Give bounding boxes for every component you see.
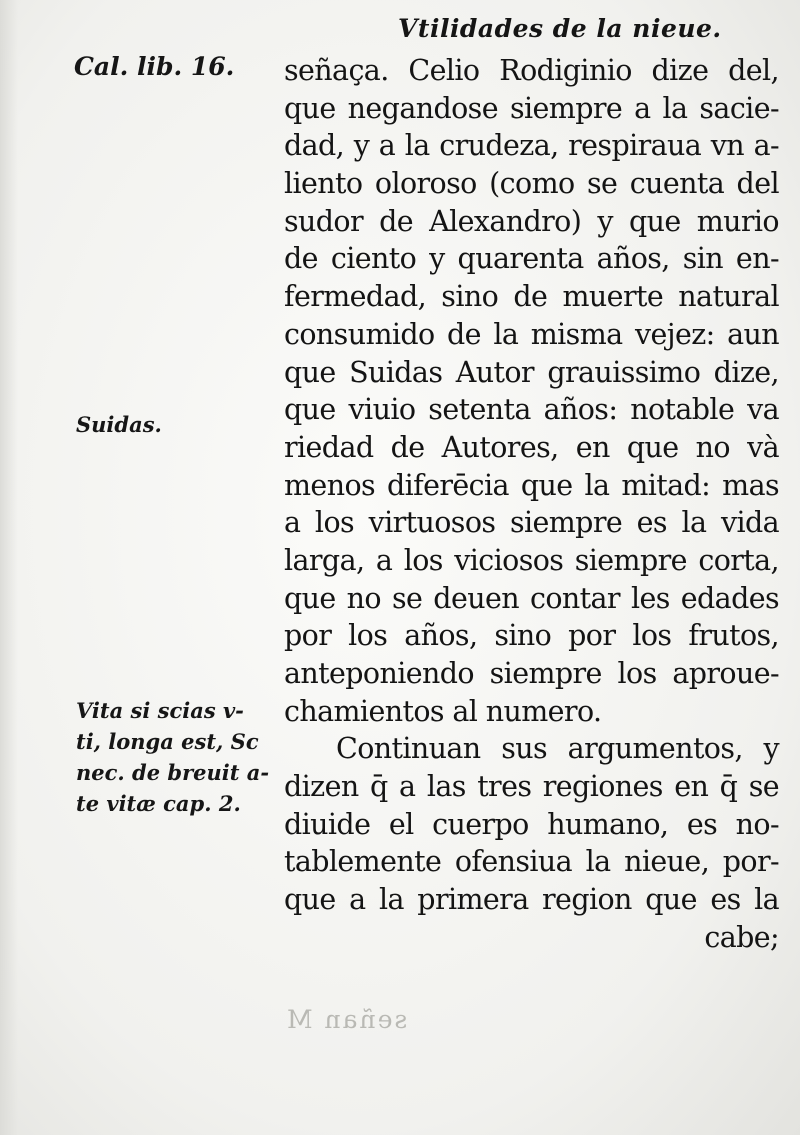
margin-note-vita [76, 695, 269, 819]
text-line: a los virtuosos siempre es la vida [284, 506, 779, 540]
text-line: menos diferēcia que la mitad: mas [284, 468, 779, 502]
text-line: que Suidas Autor grauissimo dize, [284, 355, 779, 389]
running-head: Vtilidades de la nieue. [398, 14, 722, 43]
text-line: que negandose siempre a la sacie- [284, 91, 779, 125]
text-line: dad, y a la crudeza, respiraua vn a- [284, 129, 779, 163]
margin-note-vita-line: nec. de breuit a- [76, 760, 270, 785]
text-line: chamientos al numero. [284, 694, 602, 728]
text-line: consumido de la misma vejez: aun [284, 317, 779, 351]
margin-note-vita-line: Vita si scias v- [76, 698, 244, 723]
text-line: tablemente ofensiua la nieue, por- [284, 845, 779, 879]
text-line: sudor de Alexandro) y que murio [284, 204, 779, 238]
text-line: que viuio setenta años: notable va [284, 393, 779, 427]
margin-note-suidas: Suidas. [76, 412, 162, 437]
text-line: de ciento y quarenta años, sin en- [284, 242, 779, 276]
bleed-through-text: señan M [285, 1005, 408, 1034]
text-line: que no se deuen contar les edades [284, 581, 779, 615]
margin-note-vita-line: ti, longa est, Sc [76, 729, 259, 754]
text-line: Continuan sus argumentos, y [336, 732, 779, 766]
text-line: dizen q̄ a las tres regiones en q̄ se [284, 770, 779, 804]
margin-note-cal: Cal. lib. 16. [74, 52, 235, 81]
text-line: diuide el cuerpo humano, es no- [284, 807, 779, 841]
margin-note-vita-line: te vitæ cap. 2. [76, 791, 241, 816]
gutter-shadow [0, 0, 18, 1135]
catchword: cabe; [704, 920, 779, 954]
text-line: larga, a los viciosos siempre corta, [284, 543, 779, 577]
text-line: por los años, sino por los frutos, [284, 619, 779, 653]
text-line: fermedad, sino de muerte natural [284, 280, 779, 314]
text-line: liento oloroso (como se cuenta del [284, 167, 779, 201]
text-line: que a la primera region que es la [284, 883, 779, 917]
text-line: anteponiendo siempre los aproue- [284, 657, 779, 690]
text-line: señaça. Celio Rodiginio dize del, [284, 54, 779, 87]
text-line: riedad de Autores, en que no và [284, 430, 779, 464]
body-text [284, 52, 779, 957]
